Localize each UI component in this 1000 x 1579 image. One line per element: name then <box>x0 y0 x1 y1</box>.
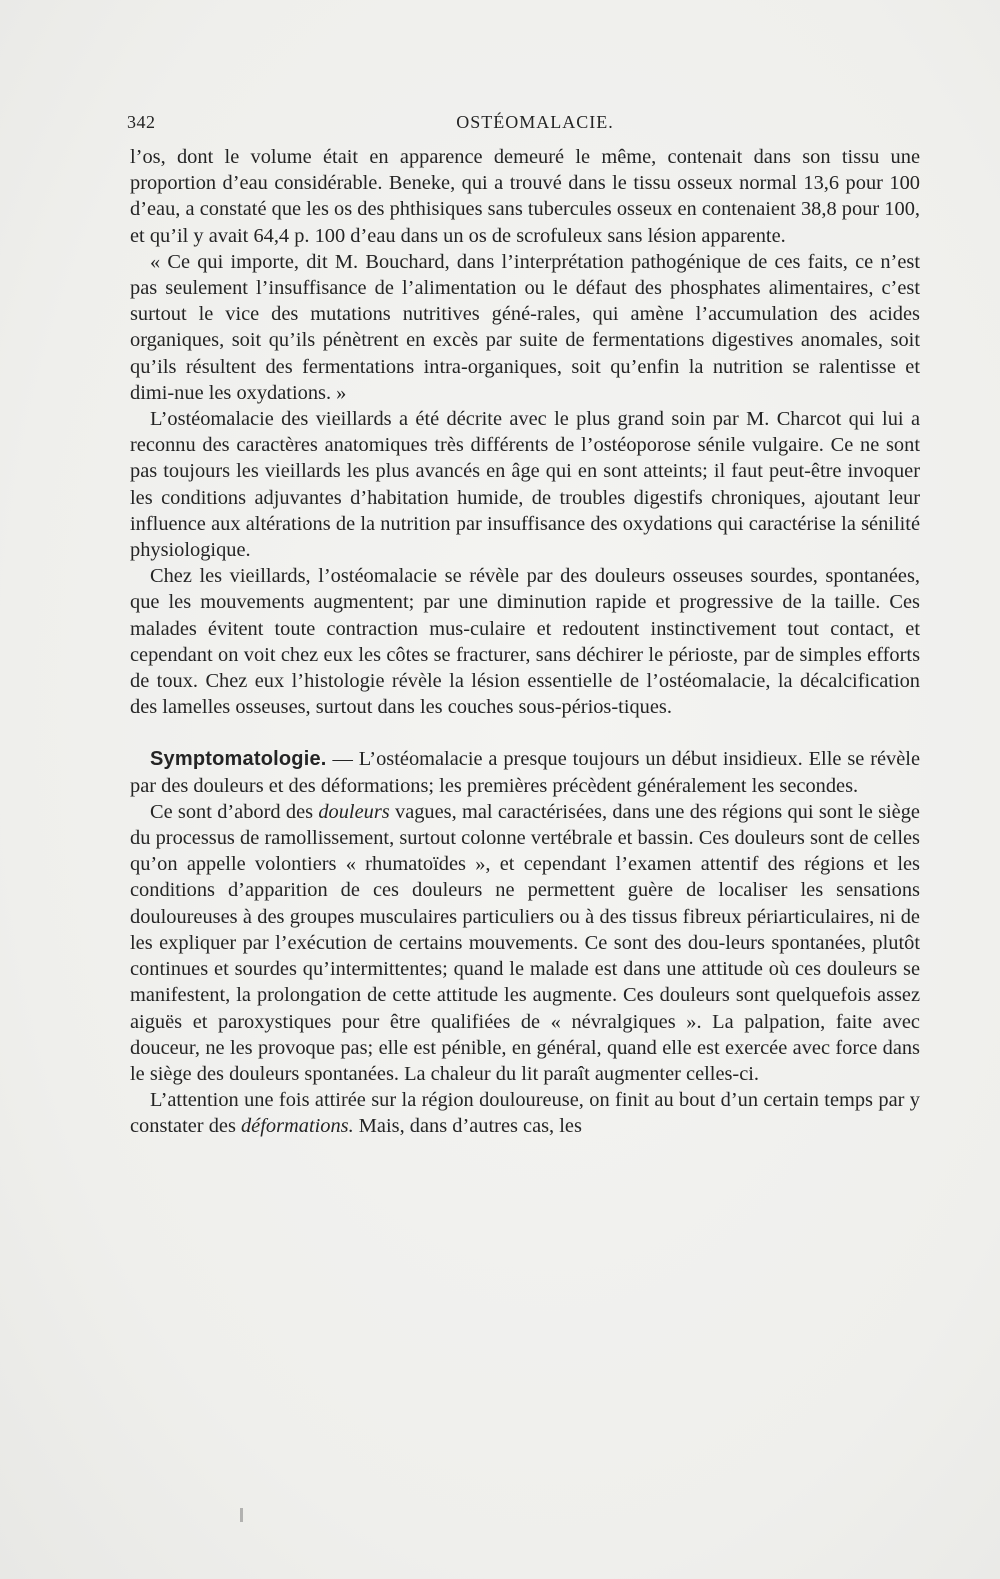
print-mark <box>240 1508 243 1522</box>
page-header <box>127 112 913 138</box>
paragraph <box>130 799 920 1087</box>
paragraph-text: Mais, dans d’autres cas, les <box>353 1115 582 1138</box>
paragraph <box>130 249 920 406</box>
section-paragraph <box>130 746 920 798</box>
paragraph <box>130 406 920 563</box>
paragraph-text: « Ce qui importe, dit M. Bouchard, dans l’interprétation pathogénique de ces faits, ce n’est pas seulement l’insuffisance de l’alimentation ou le défaut des phosphates alimentaires, c’est surtout le vice des mutations nutritives géné-rales, qui amène l’accumulation des acides organiques, soit qu’ils pénètrent en excès par suite de fermentations digestives anomales, soit qu’ils résultent des fermentations intra-organiques, soit qu’enfin la nutrition se ralentisse et dimi-nue les oxydations. » <box>130 250 920 404</box>
paragraph <box>130 144 920 249</box>
paragraph-text: Chez les vieillards, l’ostéomalacie se révèle par des douleurs osseuses sourdes, spontanées, que les mouvements augmentent; par une diminution rapide et progressive de la taille. Ces malades évitent toute contraction mus-culaire et redoutent instinctivement tout contact, et cependant on voit chez eux les côtes se fracturer, sans déchirer le périoste, par de simples efforts de toux. Chez eux l’histologie révèle la lésion essentielle de l’ostéomalacie, la décalcification des lamelles osseuses, surtout dans les couches sous-périos-tiques. <box>130 565 920 719</box>
emphasis-text: déformations. <box>240 1115 354 1138</box>
emphasis-text: douleurs <box>318 800 390 823</box>
body-text <box>130 144 920 1140</box>
paragraph-text: — L’ostéomalacie a presque toujours un début insidieux. Elle se révèle par des douleurs et des déformations; les premières précèdent généralement les secondes. <box>130 748 920 797</box>
page-number: 342 <box>127 112 156 132</box>
section-heading: Symptomatologie. <box>150 748 327 771</box>
paragraph-text: L’attention une fois attirée sur la région douloureuse, on finit au bout d’un certain temps par y constater des <box>130 1089 920 1138</box>
paragraph-text: Ce sont d’abord des <box>150 800 319 823</box>
paragraph-text: L’ostéomalacie des vieillards a été décrite avec le plus grand soin par M. Charcot qui lui a reconnu des caractères anatomiques très différents de l’ostéoporose sénile vulgaire. Ce ne sont pas toujours les vieillards les plus avancés en âge qui en sont atteints; il faut peut-être invoquer les conditions adjuvantes d’habitation humide, de troubles digestifs chroniques, ajoutant leur influence aux altérations de la nutrition par insuffisance des oxydations qui caractérise la sénilité physiologique. <box>130 408 920 562</box>
paragraph-text: l’os, dont le volume était en apparence demeuré le même, contenait dans son tissu une proportion d’eau considérable. Beneke, qui a trouvé dans le tissu osseux normal 13,6 pour 100 d’eau, a constaté que les os des phthisiques sans tubercules osseux en contenaient 38,8 pour 100, et qu’il y avait 64,4 p. 100 d’eau dans un os de scrofuleux sans lésion apparente. <box>130 146 920 247</box>
running-title: OSTÉOMALACIE. <box>456 112 614 132</box>
paragraph-text: vagues, mal caractérisées, dans une des régions qui sont le siège du processus de ramollissement, surtout colonne vertébrale et bassin. Ces douleurs sont de celles qu’on appelle volontiers « rhumatoïdes », et cependant l’examen attentif des régions et les conditions d’apparition de ces douleurs ne permettent guère de localiser les sensations douloureuses à des groupes musculaires particuliers ou à des tissus fibreux périarticulaires, ni de les expliquer par l’exécution de certains mouvements. Ce sont des dou-leurs spontanées, plutôt continues et sourdes qu’intermittentes; quand le malade est dans une attitude où ces douleurs se manifestent, la prolongation de cette attitude les augmente. Ces douleurs sont quelquefois assez aiguës et paroxystiques pour être qualifiées de « névralgiques ». La palpation, faite avec douceur, ne les provoque pas; elle est pénible, en général, quand elle est exercée avec force dans le siège des douleurs spontanées. La chaleur du lit paraît augmenter celles-ci. <box>130 800 920 1085</box>
paragraph <box>130 1087 920 1139</box>
paragraph <box>130 563 920 720</box>
